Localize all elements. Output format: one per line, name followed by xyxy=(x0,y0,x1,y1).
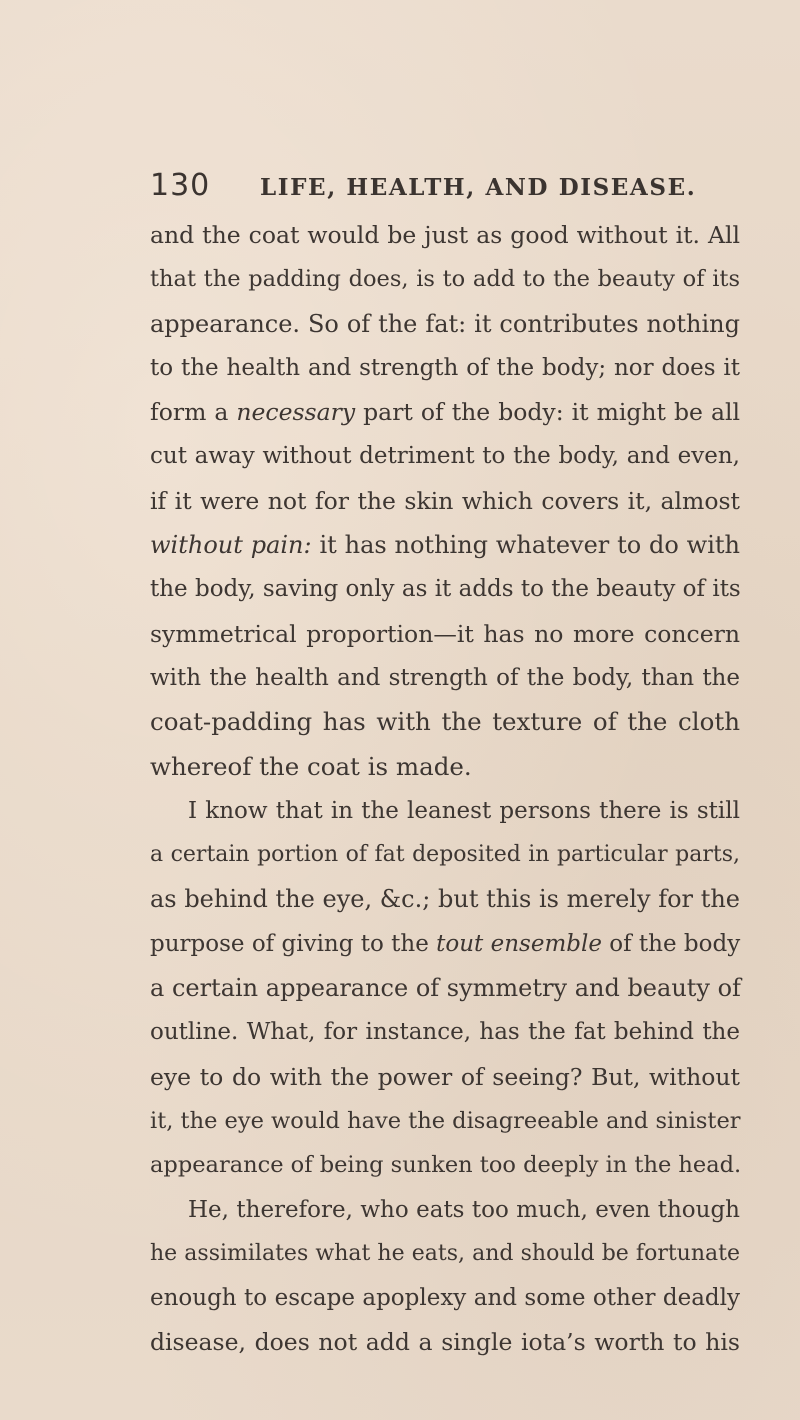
text-line: symmetrical proportion—it has no more concern xyxy=(150,619,740,648)
text-line: coat-padding has with the texture of the cloth xyxy=(150,707,740,737)
text-line: enough to escape apoplexy and some other deadly xyxy=(150,1285,740,1312)
text-line: I know that in the leanest persons there is still xyxy=(188,797,740,824)
text-line: the body, saving only as it adds to the beauty of its xyxy=(150,576,741,603)
text-run: purpose of giving to the xyxy=(150,930,437,957)
running-head xyxy=(150,168,740,208)
text-line: appearance of being sunken too deeply in the head. xyxy=(150,1152,742,1179)
text-line: eye to do with the power of seeing? But, without xyxy=(150,1062,740,1091)
text-line: whereof the coat is made. xyxy=(150,751,472,781)
text-line: as behind the eye, &c.; but this is merely for the xyxy=(150,885,740,914)
emphasis-run: tout ensemble xyxy=(436,930,602,957)
body-text xyxy=(150,213,740,1365)
text-line: appearance. So of the fat: it contributes nothing xyxy=(150,309,740,338)
page-number: 130 xyxy=(150,168,211,203)
text-line: if it were not for the skin which covers it, almost xyxy=(150,486,740,515)
text-run: it has nothing whatever to do with xyxy=(311,531,740,560)
text-line xyxy=(150,390,740,434)
text-line: he assimilates what he eats, and should be fortunate xyxy=(150,1240,740,1266)
text-line: to the health and strength of the body; nor does it xyxy=(150,354,740,381)
text-run: form a xyxy=(150,398,237,427)
text-line: cut away without detriment to the body, and even, xyxy=(150,443,740,470)
text-run: part of the body: it might be all xyxy=(355,398,740,427)
text-line: disease, does not add a single iota’s worth to his xyxy=(150,1328,740,1357)
text-line: He, therefore, who eats too much, even though xyxy=(188,1196,740,1223)
text-line: outline. What, for instance, has the fat behind the xyxy=(150,1019,740,1046)
text-line: and the coat would be just as good without it. All xyxy=(150,221,740,249)
emphasis-run: without pain: xyxy=(150,531,312,560)
text-line: a certain portion of fat deposited in particular parts, xyxy=(150,842,740,868)
text-run: of the body xyxy=(601,930,741,957)
text-line: it, the eye would have the disagreeable and sinister xyxy=(150,1107,741,1134)
text-line xyxy=(150,922,740,966)
text-line: that the padding does, is to add to the beauty of its xyxy=(150,266,740,293)
text-line xyxy=(150,523,740,567)
emphasis-run: necessary xyxy=(236,398,356,427)
text-line: with the health and strength of the body, than the xyxy=(150,664,740,691)
running-title: LIFE, HEALTH, AND DISEASE. xyxy=(260,174,697,201)
text-line: a certain appearance of symmetry and beauty of xyxy=(150,974,741,1003)
